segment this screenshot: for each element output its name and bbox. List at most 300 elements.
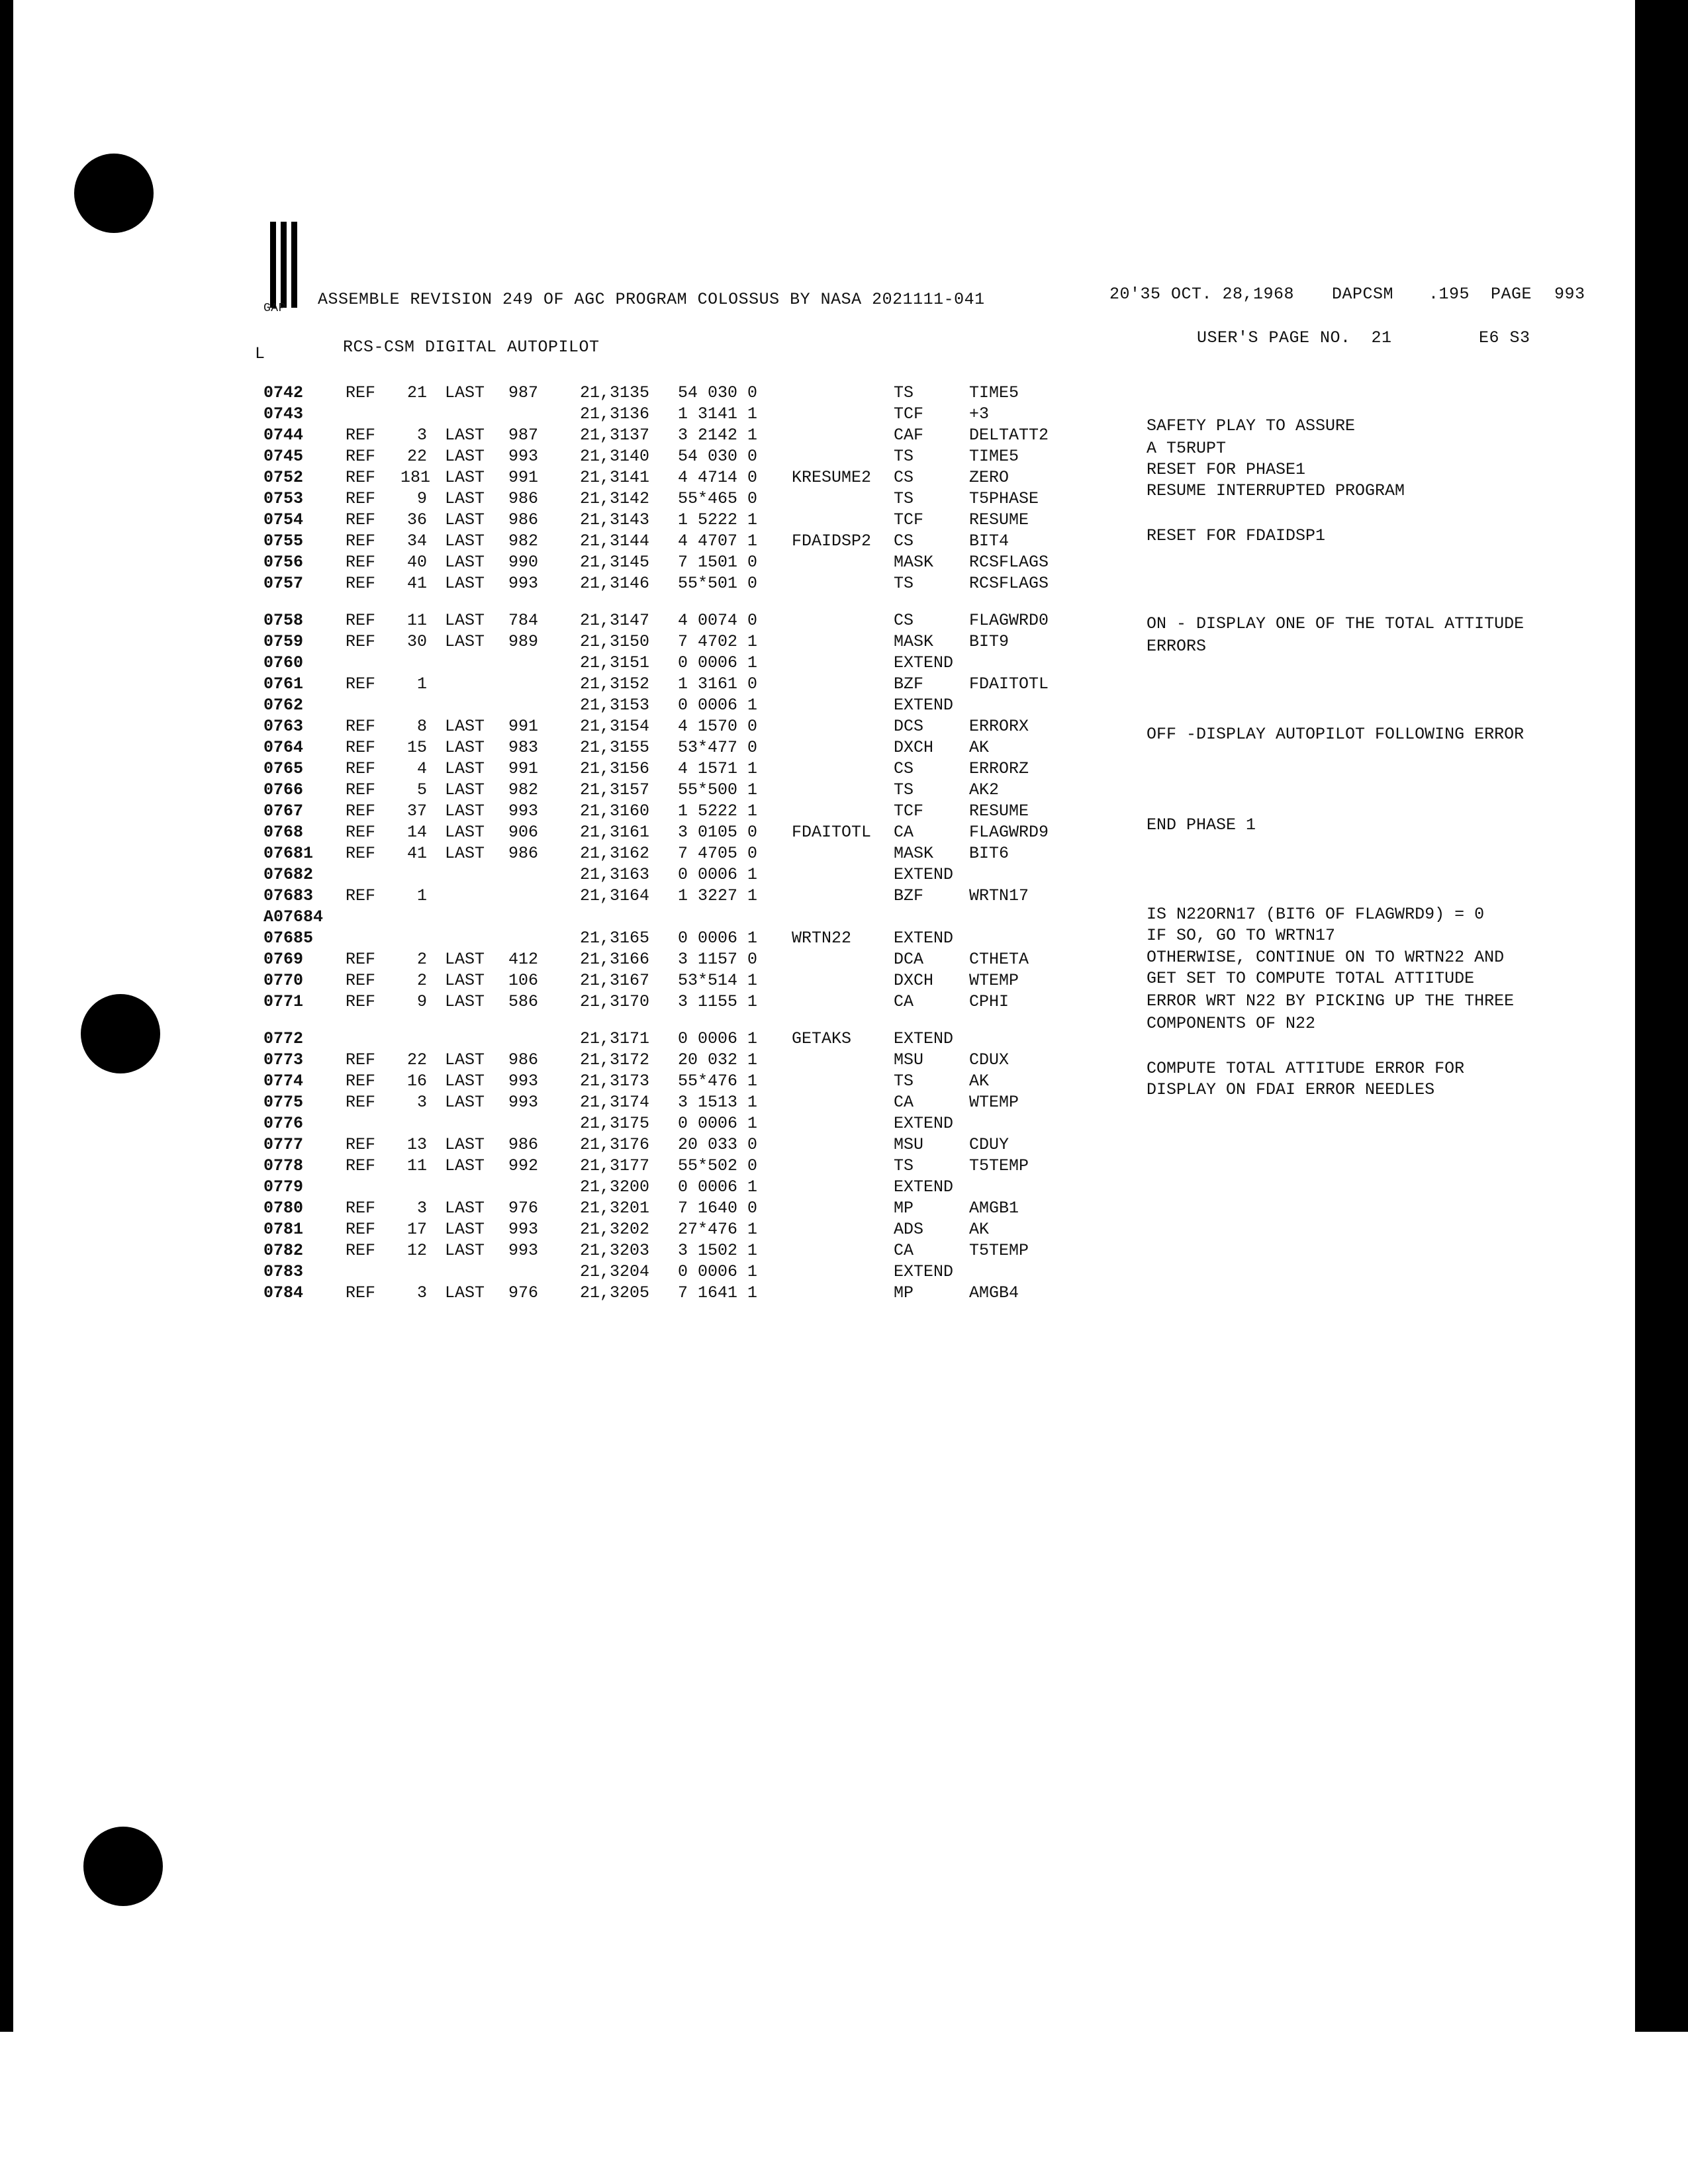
operand: ERRORX xyxy=(969,717,1029,736)
address: 21,3174 xyxy=(580,1093,650,1112)
octal-code: 7 4702 1 xyxy=(678,632,758,651)
address: 21,3155 xyxy=(580,738,650,757)
operand: AMGB4 xyxy=(969,1283,1019,1302)
last-page: 993 xyxy=(508,574,539,593)
ref-field: REF xyxy=(346,1093,376,1112)
operand: FLAGWRD0 xyxy=(969,611,1049,630)
ref-field: REF xyxy=(346,632,376,651)
punch-hole-bottom xyxy=(83,1827,163,1906)
address: 21,3140 xyxy=(580,447,650,466)
octal-code: 3 1513 1 xyxy=(678,1093,758,1112)
last-page: 986 xyxy=(508,510,539,529)
comment-line: END PHASE 1 xyxy=(1147,815,1256,835)
address: 21,3150 xyxy=(580,632,650,651)
operand: AK2 xyxy=(969,780,1000,799)
comment-line: COMPONENTS OF N22 xyxy=(1147,1014,1316,1033)
address: 21,3177 xyxy=(580,1156,650,1175)
line-number: 0784 xyxy=(263,1283,304,1302)
line-number: 0756 xyxy=(263,553,304,572)
punch-hole-middle xyxy=(81,994,160,1073)
address: 21,3162 xyxy=(580,844,650,863)
ref-field: REF xyxy=(346,844,376,863)
opcode: EXTEND xyxy=(894,929,954,948)
line-number: 0760 xyxy=(263,653,304,672)
line-number: 0772 xyxy=(263,1029,304,1048)
line-number: 0764 xyxy=(263,738,304,757)
address: 21,3167 xyxy=(580,971,650,990)
address: 21,3176 xyxy=(580,1135,650,1154)
opcode: TS xyxy=(894,383,914,402)
ref-count: 34 xyxy=(406,531,427,551)
ref-field: REF xyxy=(346,823,376,842)
last-field: LAST xyxy=(445,738,485,757)
operand: RCSFLAGS xyxy=(969,574,1049,593)
last-page: 982 xyxy=(508,780,539,799)
last-page: 906 xyxy=(508,823,539,842)
octal-code: 4 0074 0 xyxy=(678,611,758,630)
ref-field: REF xyxy=(346,1071,376,1091)
opcode: CA xyxy=(894,1093,914,1112)
ref-field: REF xyxy=(346,383,376,402)
opcode: EXTEND xyxy=(894,1262,954,1281)
opcode: MASK xyxy=(894,844,934,863)
opcode: EXTEND xyxy=(894,1177,954,1197)
ref-count: 17 xyxy=(406,1220,427,1239)
line-number: 0780 xyxy=(263,1199,304,1218)
address: 21,3161 xyxy=(580,823,650,842)
operand: FDAITOTL xyxy=(969,674,1049,694)
address: 21,3146 xyxy=(580,574,650,593)
symbol-label: GETAKS xyxy=(792,1029,852,1048)
operand: RESUME xyxy=(969,801,1029,821)
symbol-label: FDAIDSP2 xyxy=(792,531,872,551)
last-field: LAST xyxy=(445,801,485,821)
ref-count: 8 xyxy=(416,717,427,736)
scan-border-left xyxy=(0,0,13,2032)
ref-count: 3 xyxy=(416,1093,427,1112)
ref-count: 41 xyxy=(406,844,427,863)
octal-code: 0 0006 1 xyxy=(678,1029,758,1048)
operand: WTEMP xyxy=(969,1093,1019,1112)
ref-count: 3 xyxy=(416,1199,427,1218)
address: 21,3141 xyxy=(580,468,650,487)
line-number: 0775 xyxy=(263,1093,304,1112)
last-field: LAST xyxy=(445,1135,485,1154)
comment-line: SAFETY PLAY TO ASSURE xyxy=(1147,416,1356,435)
section-title: RCS-CSM DIGITAL AUTOPILOT xyxy=(343,338,600,357)
octal-code: 0 0006 1 xyxy=(678,1114,758,1133)
octal-code: 7 1640 0 xyxy=(678,1199,758,1218)
address: 21,3205 xyxy=(580,1283,650,1302)
comment-line: IS N22ORN17 (BIT6 OF FLAGWRD9) = 0 xyxy=(1147,905,1485,924)
address: 21,3153 xyxy=(580,696,650,715)
line-number: 0755 xyxy=(263,531,304,551)
address: 21,3172 xyxy=(580,1050,650,1069)
opcode: TS xyxy=(894,574,914,593)
ref-field: REF xyxy=(346,447,376,466)
last-field: LAST xyxy=(445,992,485,1011)
address: 21,3151 xyxy=(580,653,650,672)
ref-count: 12 xyxy=(406,1241,427,1260)
last-page: 412 xyxy=(508,950,539,969)
last-page: 993 xyxy=(508,1241,539,1260)
address: 21,3166 xyxy=(580,950,650,969)
opcode: EXTEND xyxy=(894,865,954,884)
ref-count: 13 xyxy=(406,1135,427,1154)
octal-code: 55*476 1 xyxy=(678,1071,758,1091)
address: 21,3135 xyxy=(580,383,650,402)
last-page: 986 xyxy=(508,1050,539,1069)
last-page: 993 xyxy=(508,1220,539,1239)
line-number: 0774 xyxy=(263,1071,304,1091)
ref-field: REF xyxy=(346,574,376,593)
opcode: MP xyxy=(894,1283,914,1302)
ref-field: REF xyxy=(346,780,376,799)
last-field: LAST xyxy=(445,950,485,969)
last-page: 983 xyxy=(508,738,539,757)
opcode: CS xyxy=(894,611,914,630)
last-field: LAST xyxy=(445,632,485,651)
address: 21,3170 xyxy=(580,992,650,1011)
last-page: 987 xyxy=(508,426,539,445)
octal-code: 55*502 0 xyxy=(678,1156,758,1175)
last-page: 784 xyxy=(508,611,539,630)
opcode: BZF xyxy=(894,674,924,694)
line-number: 0745 xyxy=(263,447,304,466)
opcode: DCA xyxy=(894,950,924,969)
last-field: LAST xyxy=(445,1241,485,1260)
header-version: .195 xyxy=(1429,285,1470,304)
ref-field: REF xyxy=(346,992,376,1011)
octal-code: 0 0006 1 xyxy=(678,1262,758,1281)
line-number: 0766 xyxy=(263,780,304,799)
ref-count: 15 xyxy=(406,738,427,757)
opcode: MASK xyxy=(894,553,934,572)
header-timestamp: 20'35 OCT. 28,1968 xyxy=(1109,285,1295,304)
line-number: 0779 xyxy=(263,1177,304,1197)
last-field: LAST xyxy=(445,426,485,445)
comment-line: IF SO, GO TO WRTN17 xyxy=(1147,926,1336,945)
octal-code: 1 5222 1 xyxy=(678,510,758,529)
ref-count: 36 xyxy=(406,510,427,529)
last-page: 987 xyxy=(508,383,539,402)
ref-field: REF xyxy=(346,1156,376,1175)
octal-code: 4 1570 0 xyxy=(678,717,758,736)
opcode: TCF xyxy=(894,404,924,424)
octal-code: 4 4707 1 xyxy=(678,531,758,551)
line-number: 0783 xyxy=(263,1262,304,1281)
last-field: LAST xyxy=(445,1050,485,1069)
comment-line: A T5RUPT xyxy=(1147,439,1227,458)
last-page: 993 xyxy=(508,1071,539,1091)
line-number: 0757 xyxy=(263,574,304,593)
ref-field: REF xyxy=(346,738,376,757)
binding-marks xyxy=(270,222,302,308)
opcode: EXTEND xyxy=(894,653,954,672)
opcode: TCF xyxy=(894,801,924,821)
users-page-number: USER'S PAGE NO. 21 xyxy=(1197,328,1392,347)
address: 21,3147 xyxy=(580,611,650,630)
opcode: CS xyxy=(894,468,914,487)
line-number: 0743 xyxy=(263,404,304,424)
address: 21,3145 xyxy=(580,553,650,572)
ref-field: REF xyxy=(346,1135,376,1154)
octal-code: 0 0006 1 xyxy=(678,696,758,715)
operand: BIT6 xyxy=(969,844,1009,863)
operand: WRTN17 xyxy=(969,886,1029,905)
last-page: 986 xyxy=(508,844,539,863)
last-field: LAST xyxy=(445,1093,485,1112)
octal-code: 1 3141 1 xyxy=(678,404,758,424)
ref-field: REF xyxy=(346,510,376,529)
comment-line: ERROR WRT N22 BY PICKING UP THE THREE xyxy=(1147,991,1515,1011)
ref-field: REF xyxy=(346,971,376,990)
operand: T5PHASE xyxy=(969,489,1039,508)
comment-line: OTHERWISE, CONTINUE ON TO WRTN22 AND xyxy=(1147,948,1505,967)
operand: AMGB1 xyxy=(969,1199,1019,1218)
operand: DELTATT2 xyxy=(969,426,1049,445)
operand: BIT4 xyxy=(969,531,1009,551)
comment-line: RESUME INTERRUPTED PROGRAM xyxy=(1147,481,1405,500)
ref-count: 5 xyxy=(416,780,427,799)
last-field: LAST xyxy=(445,971,485,990)
comment-line: OFF -DISPLAY AUTOPILOT FOLLOWING ERROR xyxy=(1147,725,1524,744)
ref-count: 3 xyxy=(416,426,427,445)
ref-count: 22 xyxy=(406,447,427,466)
ref-count: 11 xyxy=(406,611,427,630)
address: 21,3200 xyxy=(580,1177,650,1197)
comment-line: COMPUTE TOTAL ATTITUDE ERROR FOR xyxy=(1147,1059,1465,1078)
last-page: 586 xyxy=(508,992,539,1011)
last-page: 976 xyxy=(508,1283,539,1302)
line-number: 0753 xyxy=(263,489,304,508)
scan-border-right xyxy=(1635,0,1688,2032)
line-number: 0776 xyxy=(263,1114,304,1133)
opcode: EXTEND xyxy=(894,696,954,715)
header-program: DAPCSM xyxy=(1332,285,1394,304)
ref-count: 1 xyxy=(416,674,427,694)
ref-field: REF xyxy=(346,1199,376,1218)
octal-code: 0 0006 1 xyxy=(678,653,758,672)
octal-code: 55*500 1 xyxy=(678,780,758,799)
address: 21,3204 xyxy=(580,1262,650,1281)
symbol-label: KRESUME2 xyxy=(792,468,872,487)
address: 21,3152 xyxy=(580,674,650,694)
ref-count: 11 xyxy=(406,1156,427,1175)
ref-field: REF xyxy=(346,489,376,508)
operand: CDUX xyxy=(969,1050,1009,1069)
opcode: MSU xyxy=(894,1050,924,1069)
address: 21,3157 xyxy=(580,780,650,799)
ref-count: 4 xyxy=(416,759,427,778)
last-field: LAST xyxy=(445,717,485,736)
operand: RESUME xyxy=(969,510,1029,529)
subheader-code: E6 S3 xyxy=(1479,328,1530,347)
ref-count: 37 xyxy=(406,801,427,821)
ref-count: 2 xyxy=(416,971,427,990)
ref-count: 181 xyxy=(400,468,431,487)
header-page-number: 993 xyxy=(1554,285,1585,304)
last-page: 992 xyxy=(508,1156,539,1175)
opcode: ADS xyxy=(894,1220,924,1239)
line-number: 0765 xyxy=(263,759,304,778)
line-number: 0761 xyxy=(263,674,304,694)
ref-field: REF xyxy=(346,950,376,969)
octal-code: 1 3161 0 xyxy=(678,674,758,694)
operand: T5TEMP xyxy=(969,1241,1029,1260)
last-page: 976 xyxy=(508,1199,539,1218)
operand: RCSFLAGS xyxy=(969,553,1049,572)
ref-field: REF xyxy=(346,611,376,630)
last-field: LAST xyxy=(445,1220,485,1239)
octal-code: 27*476 1 xyxy=(678,1220,758,1239)
opcode: TS xyxy=(894,1156,914,1175)
line-number: 0771 xyxy=(263,992,304,1011)
line-number: 0777 xyxy=(263,1135,304,1154)
line-number: A07684 xyxy=(263,907,324,927)
line-number: 0752 xyxy=(263,468,304,487)
address: 21,3163 xyxy=(580,865,650,884)
address: 21,3160 xyxy=(580,801,650,821)
octal-code: 4 1571 1 xyxy=(678,759,758,778)
opcode: TS xyxy=(894,447,914,466)
last-field: LAST xyxy=(445,574,485,593)
last-page: 982 xyxy=(508,531,539,551)
operand: CDUY xyxy=(969,1135,1009,1154)
ref-count: 14 xyxy=(406,823,427,842)
octal-code: 7 1641 1 xyxy=(678,1283,758,1302)
address: 21,3202 xyxy=(580,1220,650,1239)
last-field: LAST xyxy=(445,844,485,863)
last-page: 989 xyxy=(508,632,539,651)
last-field: LAST xyxy=(445,447,485,466)
address: 21,3144 xyxy=(580,531,650,551)
opcode: TS xyxy=(894,1071,914,1091)
symbol-label: FDAITOTL xyxy=(792,823,872,842)
octal-code: 55*465 0 xyxy=(678,489,758,508)
opcode: DCS xyxy=(894,717,924,736)
address: 21,3164 xyxy=(580,886,650,905)
ref-field: REF xyxy=(346,426,376,445)
line-number: 07685 xyxy=(263,929,314,948)
line-number: 0769 xyxy=(263,950,304,969)
ref-count: 41 xyxy=(406,574,427,593)
opcode: TS xyxy=(894,780,914,799)
ref-field: REF xyxy=(346,1050,376,1069)
ref-count: 9 xyxy=(416,992,427,1011)
operand: FLAGWRD9 xyxy=(969,823,1049,842)
opcode: TS xyxy=(894,489,914,508)
ref-count: 1 xyxy=(416,886,427,905)
octal-code: 20 032 1 xyxy=(678,1050,758,1069)
header-title: ASSEMBLE REVISION 249 OF AGC PROGRAM COLOSSUS BY NASA 2021111-041 xyxy=(318,290,985,309)
octal-code: 55*501 0 xyxy=(678,574,758,593)
last-field: LAST xyxy=(445,823,485,842)
octal-code: 0 0006 1 xyxy=(678,1177,758,1197)
last-field: LAST xyxy=(445,489,485,508)
line-number: 07681 xyxy=(263,844,314,863)
opcode: EXTEND xyxy=(894,1114,954,1133)
operand: ERRORZ xyxy=(969,759,1029,778)
address: 21,3142 xyxy=(580,489,650,508)
last-page: 993 xyxy=(508,447,539,466)
comment-line: RESET FOR FDAIDSP1 xyxy=(1147,526,1326,545)
opcode: MASK xyxy=(894,632,934,651)
opcode: CAF xyxy=(894,426,924,445)
line-number: 0768 xyxy=(263,823,304,842)
last-page: 993 xyxy=(508,1093,539,1112)
address: 21,3156 xyxy=(580,759,650,778)
octal-code: 54 030 0 xyxy=(678,383,758,402)
punch-hole-top xyxy=(74,154,154,233)
octal-code: 3 1155 1 xyxy=(678,992,758,1011)
ref-field: REF xyxy=(346,759,376,778)
last-field: LAST xyxy=(445,759,485,778)
subheader-marker: L xyxy=(255,344,265,363)
octal-code: 0 0006 1 xyxy=(678,929,758,948)
last-page: 986 xyxy=(508,1135,539,1154)
comment-line: DISPLAY ON FDAI ERROR NEEDLES xyxy=(1147,1080,1435,1099)
line-number: 0744 xyxy=(263,426,304,445)
last-field: LAST xyxy=(445,611,485,630)
octal-code: 53*477 0 xyxy=(678,738,758,757)
ref-field: REF xyxy=(346,801,376,821)
last-field: LAST xyxy=(445,383,485,402)
last-page: 991 xyxy=(508,468,539,487)
opcode: TCF xyxy=(894,510,924,529)
opcode: CA xyxy=(894,992,914,1011)
opcode: CA xyxy=(894,823,914,842)
line-number: 0773 xyxy=(263,1050,304,1069)
opcode: MP xyxy=(894,1199,914,1218)
octal-code: 53*514 1 xyxy=(678,971,758,990)
opcode: DXCH xyxy=(894,971,934,990)
symbol-label: WRTN22 xyxy=(792,929,852,948)
octal-code: 54 030 0 xyxy=(678,447,758,466)
ref-field: REF xyxy=(346,531,376,551)
octal-code: 7 1501 0 xyxy=(678,553,758,572)
ref-count: 22 xyxy=(406,1050,427,1069)
last-field: LAST xyxy=(445,531,485,551)
opcode: BZF xyxy=(894,886,924,905)
octal-code: 3 2142 1 xyxy=(678,426,758,445)
operand: T5TEMP xyxy=(969,1156,1029,1175)
ref-count: 30 xyxy=(406,632,427,651)
ref-field: REF xyxy=(346,1241,376,1260)
octal-code: 1 3227 1 xyxy=(678,886,758,905)
operand: +3 xyxy=(969,404,990,424)
ref-field: REF xyxy=(346,553,376,572)
address: 21,3173 xyxy=(580,1071,650,1091)
operand: AK xyxy=(969,1071,990,1091)
ref-field: REF xyxy=(346,1220,376,1239)
ref-field: REF xyxy=(346,468,376,487)
opcode: MSU xyxy=(894,1135,924,1154)
operand: CPHI xyxy=(969,992,1009,1011)
operand: TIME5 xyxy=(969,447,1019,466)
address: 21,3154 xyxy=(580,717,650,736)
address: 21,3165 xyxy=(580,929,650,948)
octal-code: 20 033 0 xyxy=(678,1135,758,1154)
octal-code: 0 0006 1 xyxy=(678,865,758,884)
ref-field: REF xyxy=(346,1283,376,1302)
address: 21,3137 xyxy=(580,426,650,445)
last-field: LAST xyxy=(445,510,485,529)
line-number: 0758 xyxy=(263,611,304,630)
address: 21,3171 xyxy=(580,1029,650,1048)
address: 21,3201 xyxy=(580,1199,650,1218)
line-number: 0742 xyxy=(263,383,304,402)
